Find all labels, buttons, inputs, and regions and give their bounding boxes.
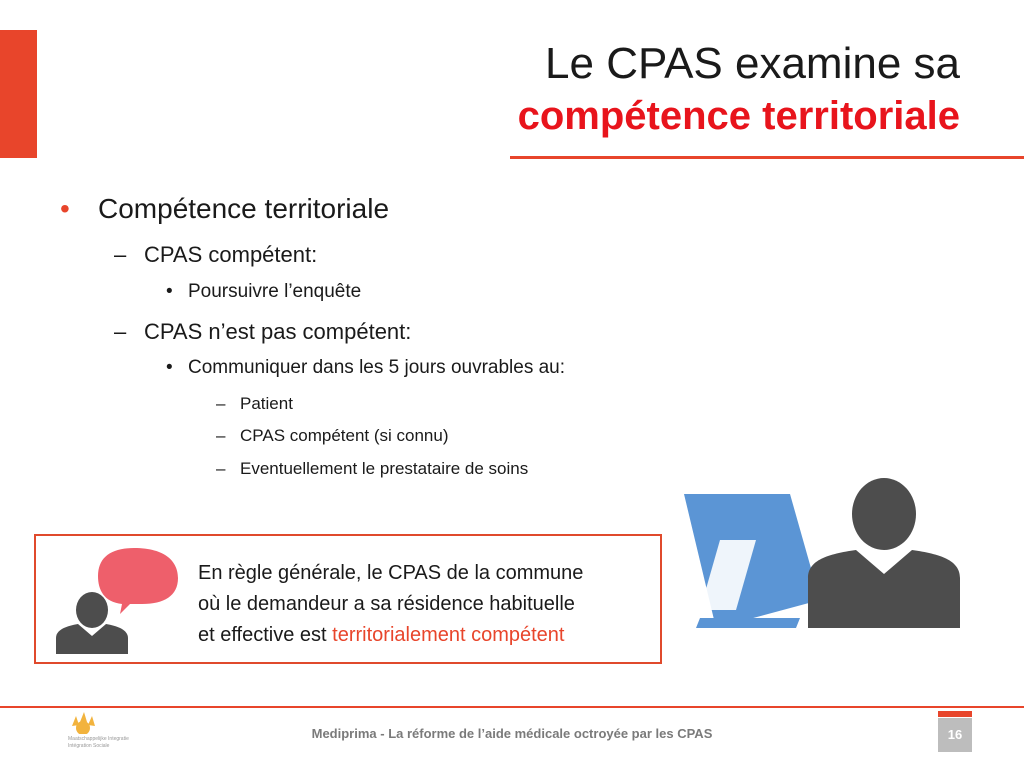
footer-divider bbox=[0, 706, 1024, 708]
dash-marker: – bbox=[216, 459, 226, 478]
callout-line: où le demandeur a sa résidence habituelle bbox=[198, 593, 575, 615]
bullet-text: Communiquer dans les 5 jours ouvrables au: bbox=[188, 357, 566, 378]
bullet-marker: • bbox=[166, 357, 173, 378]
page-badge-accent bbox=[938, 711, 972, 717]
bullet-level3 bbox=[166, 281, 362, 303]
logo-text-fr: Intégration Sociale bbox=[68, 743, 110, 749]
logo-text-nl: Maatschappelijke Integratie bbox=[68, 736, 129, 742]
bullet-text: Eventuellement le prestataire de soins bbox=[240, 459, 529, 478]
accent-bar bbox=[0, 30, 37, 158]
title-underline bbox=[510, 156, 1024, 159]
bullet-level1 bbox=[60, 193, 390, 225]
title-line-1: Le CPAS examine sa bbox=[545, 39, 960, 88]
consultant-illustration bbox=[680, 478, 960, 630]
person-icon bbox=[808, 478, 960, 628]
bullet-text: Patient bbox=[240, 394, 293, 413]
callout-box bbox=[34, 534, 662, 664]
dash-marker: – bbox=[114, 319, 127, 344]
bullet-level2 bbox=[114, 242, 318, 268]
bullet-level4 bbox=[216, 459, 529, 479]
callout-highlight: territorialement compétent bbox=[332, 624, 565, 646]
bullet-marker: • bbox=[60, 193, 70, 224]
footer-title: Mediprima - La réforme de l’aide médicale octroyée par les CPAS bbox=[311, 726, 713, 741]
bullet-text: CPAS compétent: bbox=[144, 242, 318, 267]
slide-title bbox=[518, 38, 960, 142]
bullet-text: CPAS n’est pas compétent: bbox=[144, 319, 412, 344]
bullet-level3 bbox=[166, 357, 566, 379]
bullet-level2 bbox=[114, 319, 412, 345]
speaking-person-icon bbox=[54, 546, 194, 656]
bullet-level4 bbox=[216, 426, 449, 446]
callout-line: En règle générale, le CPAS de la commune bbox=[198, 562, 584, 584]
callout-line bbox=[198, 620, 583, 651]
callout-line-prefix: et effective est bbox=[198, 624, 327, 646]
laptop-icon bbox=[684, 494, 820, 628]
dash-marker: – bbox=[216, 426, 226, 445]
speech-bubble-icon bbox=[98, 548, 178, 614]
page-number: 16 bbox=[938, 718, 972, 752]
bullet-text: CPAS compétent (si connu) bbox=[240, 426, 449, 445]
bullet-text: Compétence territoriale bbox=[98, 193, 390, 224]
bullet-text: Poursuivre l’enquête bbox=[188, 281, 362, 302]
dash-marker: – bbox=[216, 394, 226, 413]
callout-text bbox=[198, 558, 583, 651]
dash-marker: – bbox=[114, 242, 127, 267]
bullet-marker: • bbox=[166, 281, 173, 302]
title-line-2: compétence territoriale bbox=[517, 94, 960, 138]
bullet-level4 bbox=[216, 394, 293, 414]
